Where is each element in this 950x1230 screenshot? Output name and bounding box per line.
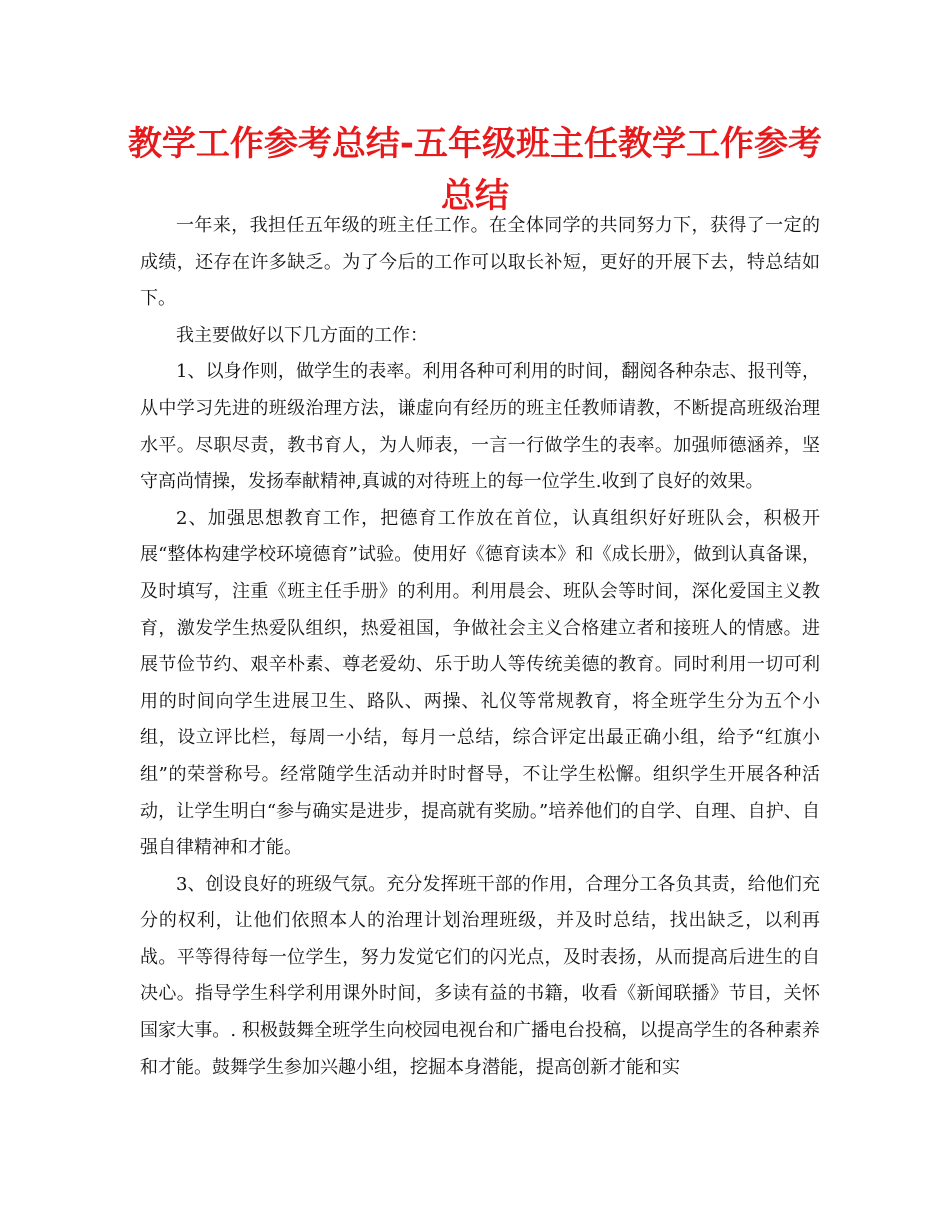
document-title: 教学工作参考总结-五年级班主任教学工作参考总结 bbox=[127, 124, 823, 216]
paragraph-item-3: 3、创设良好的班级气氛。充分发挥班干部的作用，合理分工各负其责，给他们充分的权利，让他们依照本人的治理计划治理班级，并及时总结，找出缺乏，以利再战。平等得待每一位学生，努力发觉它们的闪光点，及时表扬，从而提高后进生的自决心。指导学生科学利用课外时间，多读有益的书籍，收看《新闻联播》节目，关怀国家大事。. 积极鼓舞全班学生向校园电视台和广播电台投稿，以提高学生的各种素养和才能。鼓舞学生参加兴趣小组，挖掘本身潜能，提高创新才能和实 bbox=[140, 873, 820, 1078]
paragraph-item-1: 1、以身作则，做学生的表率。利用各种可利用的时间，翻阅各种杂志、报刊等，从中学习先进的班级治理方法，谦虚向有经历的班主任教师请教，不断提高班级治理水平。尽职尽责，教书育人，为人师表，一言一行做学生的表率。加强师德涵养，坚守高尚情操，发扬奉献精神,真诚的对待班上的每一位学生.收到了良好的效果。 bbox=[140, 361, 820, 493]
paragraph-overview: 我主要做好以下几方面的工作： bbox=[176, 324, 428, 346]
document-body bbox=[140, 208, 820, 1086]
paragraph-item-2: 2、加强思想教育工作，把德育工作放在首位，认真组织好好班队会，积极开展“整体构建学校环境德育”试验。使用好《德育读本》和《成长册》，做到认真备课，及时填写，注重《班主任手册》的利用。利用晨会、班队会等时间，深化爱国主义教育，激发学生热爱队组织，热爱祖国，争做社会主义合格建立者和接班人的情感。进展节俭节约、艰辛朴素、尊老爱幼、乐于助人等传统美德的教育。同时利用一切可利用的时间向学生进展卫生、路队、两操、礼仪等常规教育，将全班学生分为五个小组，设立评比栏，每周一小结，每月一总结，综合评定出最正确小组，给予“红旗小组”的荣誉称号。经常随学生活动并时时督导，不让学生松懈。组织学生开展各种活动，让学生明白“参与确实是进步，提高就有奖励。”培养他们的自学、自理、自护、自强自律精神和才能。 bbox=[140, 507, 820, 859]
paragraph-intro: 一年来，我担任五年级的班主任工作。在全体同学的共同努力下，获得了一定的成绩，还存在许多缺乏。为了今后的工作可以取长补短，更好的开展下去，特总结如下。 bbox=[140, 215, 820, 310]
